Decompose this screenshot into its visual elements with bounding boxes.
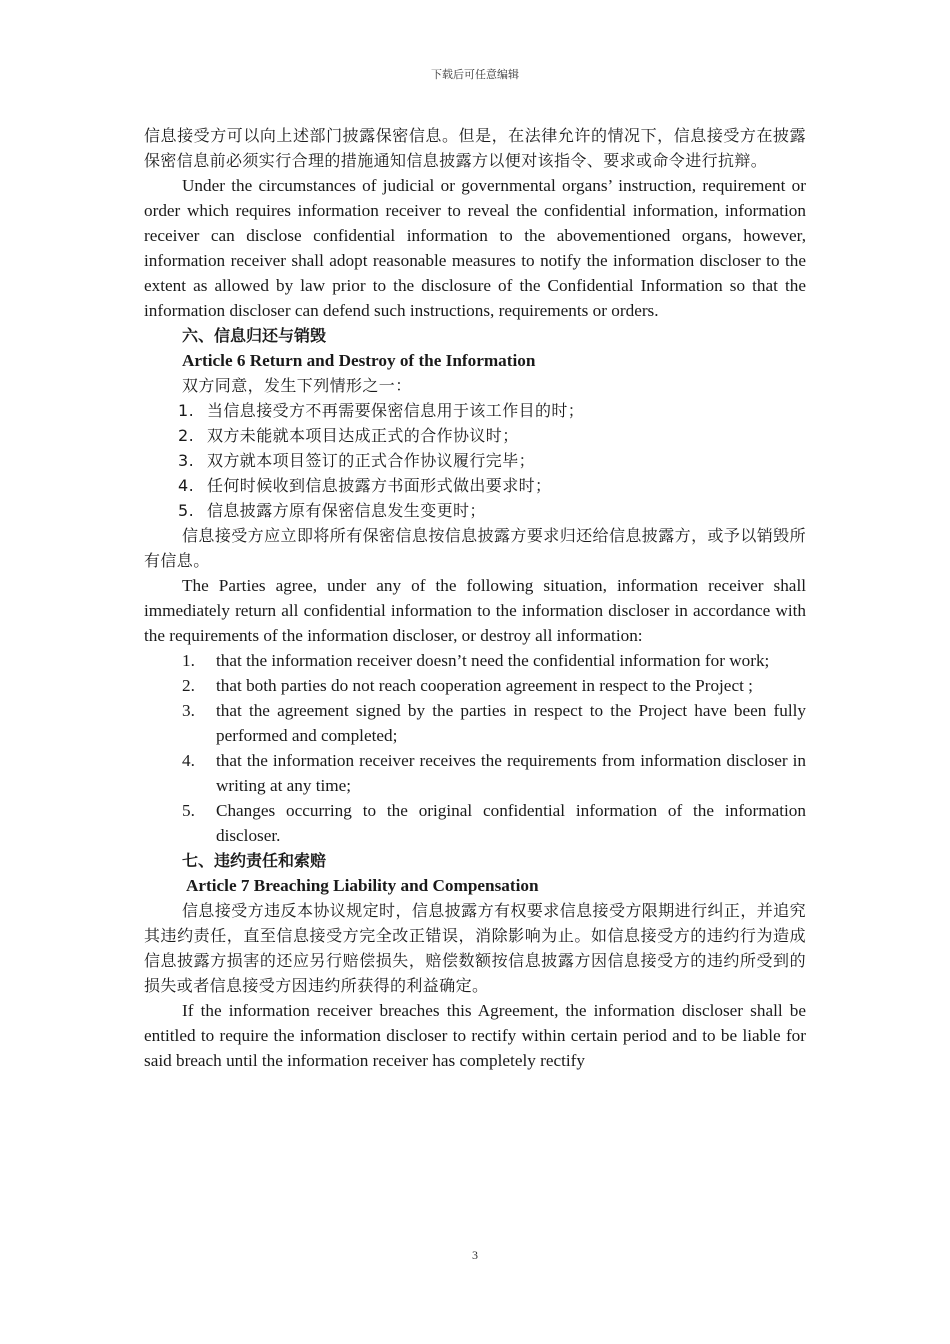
article-6-result-cn: 信息接受方应立即将所有保密信息按信息披露方要求归还给信息披露方，或予以销毁所有信息。 — [144, 526, 806, 570]
article-7-heading-en: Article 7 Breaching Liability and Compensation — [186, 876, 539, 895]
list-number: 1. — [178, 401, 195, 420]
article-7-body-en: If the information receiver breaches this Agreement, the information discloser shall be entitled to require the information discloser to rectify within certain period and to be liable for said breach until the information receiver has completely rectify — [144, 1001, 806, 1070]
list-text: 双方未能就本项目达成正式的合作协议时； — [207, 426, 519, 445]
article-6-heading-cn: 六、信息归还与销毁 — [182, 326, 327, 345]
list-item — [144, 423, 806, 448]
list-number: 4. — [182, 751, 195, 770]
list-item — [144, 448, 806, 473]
list-number: 4. — [178, 476, 195, 495]
list-number: 2. — [178, 426, 195, 445]
list-item — [144, 398, 806, 423]
list-text: 双方就本项目签订的正式合作协议履行完毕； — [207, 451, 536, 470]
article-6-list-cn — [144, 398, 806, 523]
list-number: 3. — [182, 701, 195, 720]
list-text: 任何时候收到信息披露方书面形式做出要求时； — [207, 476, 552, 495]
list-item — [144, 648, 806, 673]
list-item — [144, 498, 806, 523]
article-7-heading-cn: 七、违约责任和索赔 — [182, 851, 327, 870]
list-number: 5. — [178, 501, 195, 520]
list-text: Changes occurring to the original confidential information of the information discloser. — [216, 801, 806, 845]
list-text: 当信息接受方不再需要保密信息用于该工作目的时； — [207, 401, 585, 420]
article-6-intro-cn: 双方同意，发生下列情形之一： — [182, 376, 412, 395]
list-item — [144, 748, 806, 798]
article-6-intro-en: The Parties agree, under any of the following situation, information receiver shall immediately return all confidential information to the information discloser in accordance with the requirements of the information discloser, or destroy all information: — [144, 576, 806, 645]
list-text: that the information receiver receives the requirements from information discloser in writing at any time; — [216, 751, 806, 795]
list-item — [144, 798, 806, 848]
list-item — [144, 698, 806, 748]
list-item — [144, 473, 806, 498]
page-number: 3 — [472, 1248, 478, 1262]
list-item — [144, 673, 806, 698]
list-text: 信息披露方原有保密信息发生变更时； — [207, 501, 486, 520]
list-text: that both parties do not reach cooperation agreement in respect to the Project ; — [216, 676, 753, 695]
list-number: 3. — [178, 451, 195, 470]
paragraph-en: Under the circumstances of judicial or governmental organs’ instruction, requirement or order which requires information receiver to reveal the confidential information, information receiver can disclose confidential information to the abovementioned organs, however, information receiver shall adopt reasonable measures to notify the information discloser to the extent as allowed by law prior to the disclosure of the Confidential Information so that the information discloser can defend such instructions, requirements or orders. — [144, 176, 806, 320]
list-number: 1. — [182, 651, 195, 670]
list-number: 5. — [182, 801, 195, 820]
article-6-list-en — [144, 648, 806, 848]
page-header: 下载后可任意编辑 — [431, 69, 519, 81]
paragraph-cn: 信息接受方可以向上述部门披露保密信息。但是，在法律允许的情况下，信息接受方在披露保密信息前必须实行合理的措施通知信息披露方以便对该指令、要求或命令进行抗辩。 — [144, 126, 806, 170]
list-text: that the agreement signed by the parties in respect to the Project have been fully performed and completed; — [216, 701, 806, 745]
list-number: 2. — [182, 676, 195, 695]
list-text: that the information receiver doesn’t need the confidential information for work; — [216, 651, 770, 670]
document-body — [144, 123, 806, 1073]
article-7-body-cn: 信息接受方违反本协议规定时，信息披露方有权要求信息接受方限期进行纠正，并追究其违约责任，直至信息接受方完全改正错误，消除影响为止。如信息接受方的违约行为造成信息披露方损害的还应另行赔偿损失，赔偿数额按信息披露方因信息接受方的违约所受到的损失或者信息接受方因违约所获得的利益确定。 — [144, 901, 806, 995]
article-6-heading-en: Article 6 Return and Destroy of the Information — [182, 351, 536, 370]
